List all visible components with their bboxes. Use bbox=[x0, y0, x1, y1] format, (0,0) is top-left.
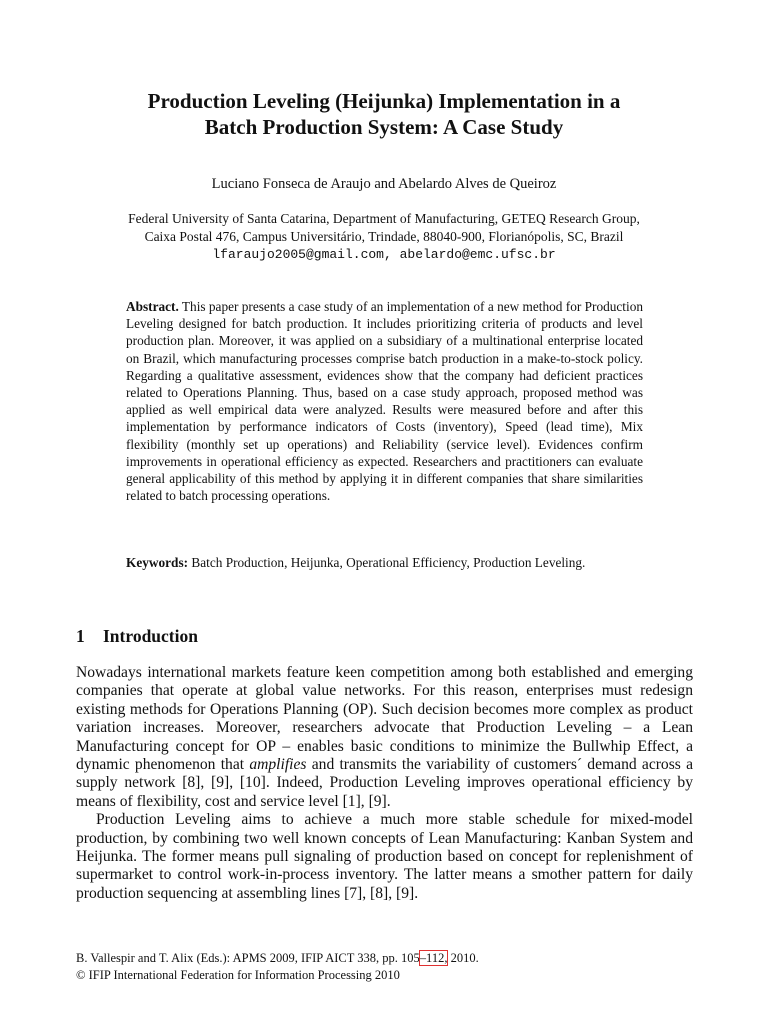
title-line-1: Production Leveling (Heijunka) Implementation in a bbox=[147, 89, 621, 113]
affiliation-line-1: Federal University of Santa Catarina, Department of Manufacturing, GETEQ Research Group, bbox=[128, 211, 640, 226]
keywords-text: Batch Production, Heijunka, Operational Efficiency, Production Leveling. bbox=[191, 555, 586, 570]
author-emails: lfaraujo2005@gmail.com, abelardo@emc.ufsc.br bbox=[212, 247, 556, 262]
intro-p1-text-b: and transmits the variability of customers´ demand across a supply network [8], [9], [10]. Indeed, Production Leveling improves operational efficiency by means of flexibility, cost and service level [1], [9]. bbox=[76, 756, 694, 810]
footer bbox=[76, 950, 479, 984]
title-line-2: Batch Production System: A Case Study bbox=[204, 115, 564, 139]
abstract bbox=[126, 298, 643, 504]
citation-pages-link[interactable]: –112, bbox=[419, 951, 448, 965]
introduction-body bbox=[76, 664, 693, 903]
authors: Luciano Fonseca de Araujo and Abelardo Alves de Queiroz bbox=[211, 176, 557, 192]
intro-p1-text-a: Nowadays international markets feature keen competition among both established and emerging companies that operate at global value networks. For this reason, enterprises must redesign existing methods for Operations Planning (OP). Such decision becomes more complex as product variation increases. Moreover, researchers advocate that Production Leveling – a Lean Manufacturing concept for OP – enables basic conditions to minimize the Bullwhip Effect, a dynamic phenomenon that bbox=[76, 664, 693, 774]
citation-suffix: 2010. bbox=[447, 951, 479, 965]
footer-copyright: © IFIP International Federation for Information Processing 2010 bbox=[76, 968, 400, 982]
affiliation bbox=[60, 210, 708, 264]
abstract-label: Abstract. bbox=[126, 299, 179, 314]
affiliation-line-2: Caixa Postal 476, Campus Universitário, Trindade, 88040-900, Florianópolis, SC, Brazil bbox=[144, 229, 624, 244]
paper-title bbox=[60, 88, 708, 140]
section-heading-introduction bbox=[76, 625, 198, 647]
intro-p1-emphasis: amplifies bbox=[249, 756, 307, 774]
citation-prefix: B. Vallespir and T. Alix (Eds.): APMS 2009, IFIP AICT 338, pp. 105 bbox=[76, 951, 420, 965]
section-title: Introduction bbox=[103, 626, 198, 646]
footer-citation bbox=[76, 950, 479, 967]
intro-paragraph-1 bbox=[76, 664, 693, 811]
intro-paragraph-2: Production Leveling aims to achieve a much more stable schedule for mixed-model production, by combining two well known concepts of Lean Manufacturing: Kanban System and Heijunka. The former means pull signaling of production based on concept for replenishment of supermarket to control work-in-process inventory. The latter means a smother pattern for daily production sequencing at assembling lines [7], [8], [9]. bbox=[76, 811, 693, 902]
keywords bbox=[126, 554, 643, 572]
abstract-text: This paper presents a case study of an implementation of a new method for Production Leveling designed for batch production. It includes prioritizing criteria of products and level production plan. Moreover, it was applied on a subsidiary of a multinational enterprise located on Brazil, which manufacturing processes comprise batch production in a make-to-stock policy. Regarding a qualitative assessment, evidences show that the company had deficient practices related to Operations Planning. Thus, based on a case study approach, proposed method was applied as well empirical data were analyzed. Results were measured before and after this implementation by performance indicators of Costs (inventory), Speed (lead time), Mix flexibility (monthly set up operations) and Reliability (service level). Evidences confirm improvements in operational efficiency as expected. Researchers and practitioners can evaluate general applicability of this method by applying it in different companies that share similarities related to batch processing operations. bbox=[126, 299, 643, 504]
keywords-label: Keywords: bbox=[126, 555, 189, 570]
section-number: 1 bbox=[76, 626, 85, 646]
